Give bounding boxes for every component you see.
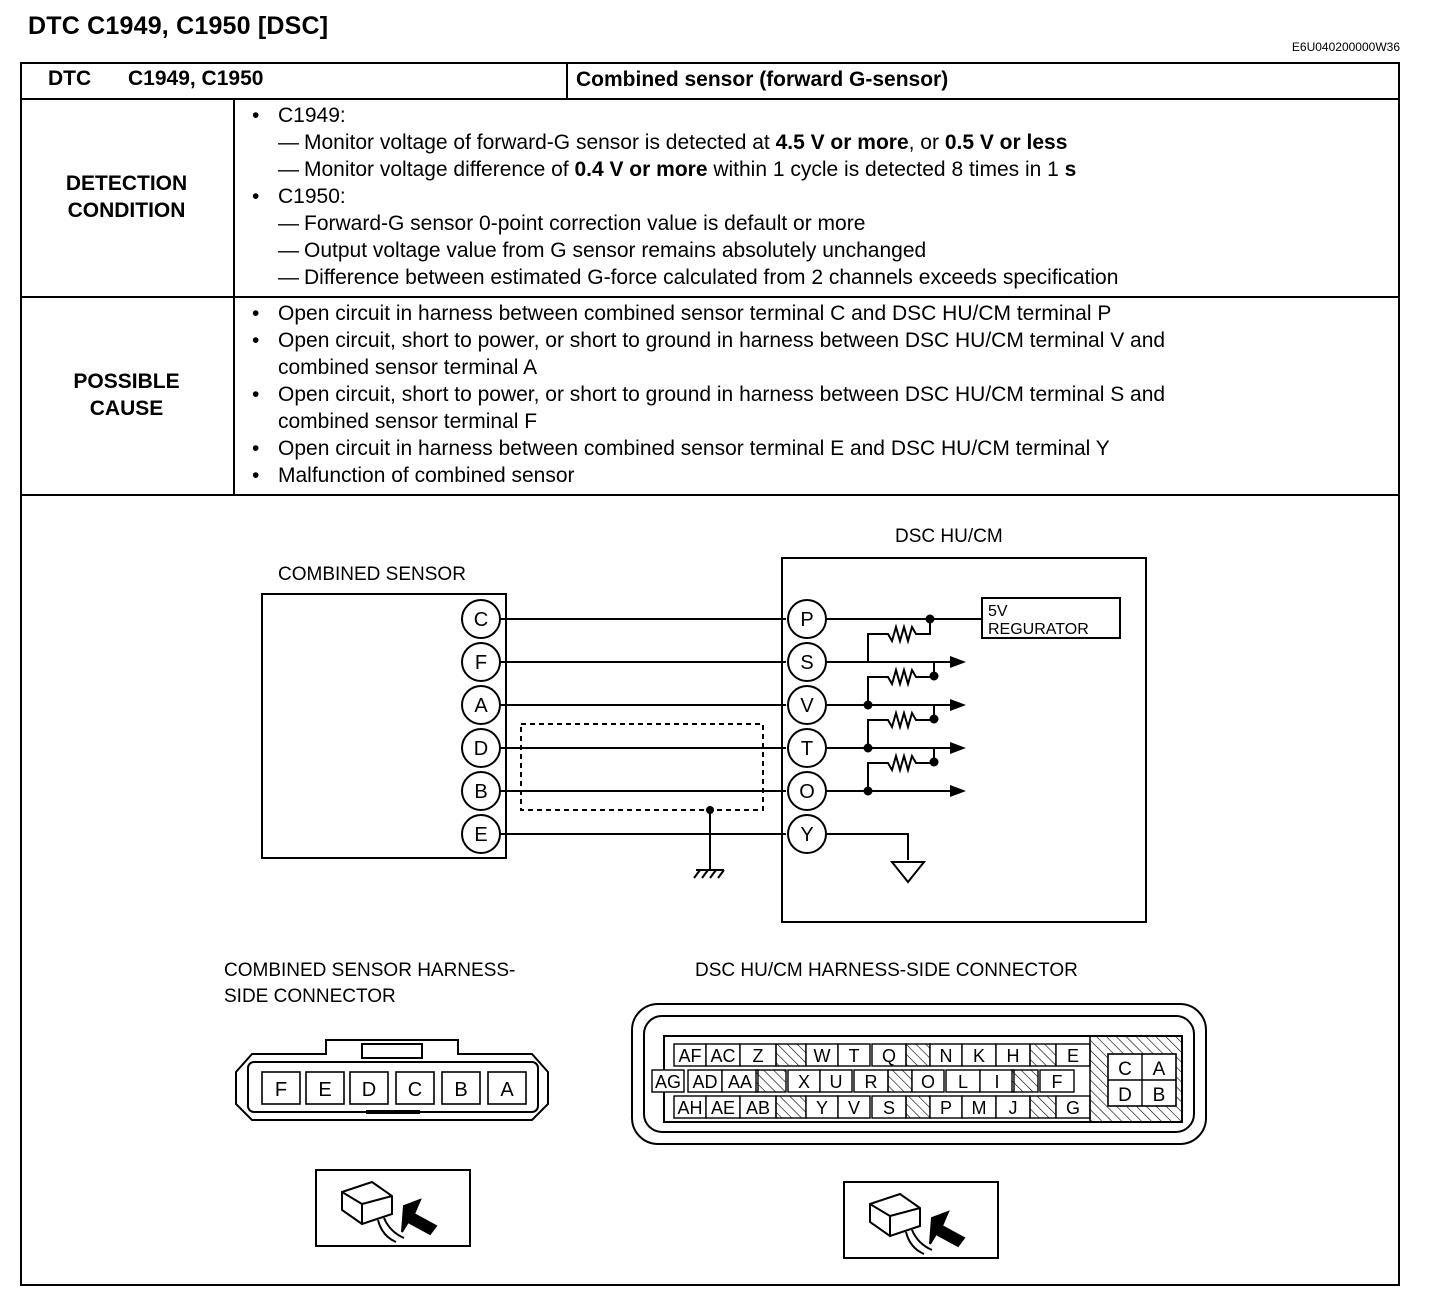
dsc-connector-pin-label: L [957, 1072, 969, 1092]
c1949-condition-1: — Monitor voltage of forward-G sensor is detected at 4.5 V or more, or 0.5 V or less [278, 131, 1068, 154]
dsc-connector-pin-label: M [971, 1098, 987, 1118]
sensor-terminal-label: B [474, 781, 488, 803]
dsc-connector-pin-label: T [848, 1046, 860, 1066]
dsc-connector-pin-label: V [847, 1098, 861, 1118]
dsc-terminal-label: Y [800, 824, 814, 846]
dsc-terminal-label: O [799, 781, 815, 803]
dsc-connector-pin-label: U [829, 1072, 843, 1092]
dsc-terminal-label: V [800, 695, 814, 717]
dsc-terminal-label: T [800, 738, 814, 760]
possible-cause-label: POSSIBLE CAUSE [73, 370, 180, 420]
combined-sensor-label: COMBINED SENSOR [278, 564, 466, 585]
dsc-connector-pin-label: AA [727, 1072, 753, 1092]
sensor-terminal-label: C [473, 609, 489, 631]
cause-item: • Open circuit in harness between combined sensor terminal C and DSC HU/CM terminal P [252, 302, 1112, 325]
dsc-connector-pin-label: G [1065, 1098, 1081, 1118]
c1950-condition-3: — Difference between estimated G-force calculated from 2 channels exceeds specification [278, 266, 1119, 289]
dsc-connector-blank-cavity [1030, 1044, 1056, 1066]
dtc-codes: C1949, C1950 [128, 67, 264, 90]
dsc-connector-pin-label: AD [692, 1072, 718, 1092]
shield-junction [706, 806, 714, 814]
combined-connector-pin-label: C [407, 1079, 423, 1101]
combined-connector-pin-label: B [454, 1079, 468, 1101]
dsc-connector-pin-label: Q [881, 1046, 897, 1066]
cause-item: • Malfunction of combined sensor [252, 464, 575, 487]
sensor-terminal [462, 600, 500, 853]
dsc-connector-blank-cavity [906, 1044, 930, 1066]
dsc-connector-blank-cavity [776, 1096, 806, 1118]
page-title: DTC C1949, C1950 [DSC] [28, 12, 329, 40]
combined-connector-title-line2: SIDE CONNECTOR [224, 986, 396, 1007]
dsc-connector-pin-label: P [939, 1098, 953, 1118]
cause-item: • Open circuit, short to power, or short to ground in harness between DSC HU/CM terminal V and [252, 329, 1166, 352]
dsc-connector-pin-label: AG [654, 1072, 682, 1092]
combined-connector-pin-label: E [318, 1079, 332, 1101]
detection-condition-label: DETECTION CONDITION [65, 172, 188, 222]
dsc-connector-pin-label: S [882, 1098, 896, 1118]
dsc-connector-pin-label: X [797, 1072, 811, 1092]
dsc-connector-pin-label: F [1051, 1072, 1063, 1092]
c1950-condition-2: — Output voltage value from G sensor remains absolutely unchanged [278, 239, 927, 262]
sensor-terminal-label: F [474, 652, 488, 674]
sensor-terminal-label: E [474, 824, 488, 846]
dsc-connector-pin-label: H [1006, 1046, 1020, 1066]
combined-connector-pins [262, 1072, 526, 1104]
sensor-terminal-label: D [473, 738, 489, 760]
chassis-ground-icon [694, 870, 724, 878]
combined-connector-pin-label: F [274, 1079, 288, 1101]
dsc-connector-title: DSC HU/CM HARNESS-SIDE CONNECTOR [695, 960, 1078, 981]
dsc-connector-blank-cavity [776, 1044, 806, 1066]
c1949-item: • C1949: [252, 104, 346, 127]
c1949-condition-2: — Monitor voltage difference of 0.4 V or more within 1 cycle is detected 8 times in 1 s [278, 158, 1077, 181]
dtc-label: DTC [48, 67, 92, 90]
dsc-connector-pin-label: AH [677, 1098, 703, 1118]
regulator-label-line1: 5V [988, 603, 1008, 620]
cause-item-continued: combined sensor terminal A [278, 356, 538, 379]
connector-view-icon [342, 1182, 436, 1242]
regulator-label-line2: REGURATOR [988, 621, 1089, 638]
dsc-connector-blank-cavity [756, 1070, 786, 1092]
dsc-hucm-label: DSC HU/CM [895, 526, 1003, 547]
dsc-terminal-label: S [800, 652, 814, 674]
dsc-side-pin-label: A [1152, 1059, 1166, 1080]
dsc-connector-blank-cavity [888, 1070, 912, 1092]
cause-item: • Open circuit, short to power, or short to ground in harness between DSC HU/CM terminal S and [252, 383, 1166, 406]
dtc-description: Combined sensor (forward G-sensor) [576, 68, 949, 91]
c1950-item: • C1950: [252, 185, 346, 208]
signal-ground-icon [892, 862, 924, 882]
dsc-connector-pin-label: Y [815, 1098, 829, 1118]
dsc-connector-pin-label: W [813, 1046, 831, 1066]
dsc-connector-pin-label: J [1008, 1098, 1018, 1118]
dsc-connector-pin-label: I [994, 1072, 1000, 1092]
dsc-terminal [788, 600, 826, 853]
combined-connector-pin-label: D [361, 1079, 377, 1101]
combined-connector-title-line1: COMBINED SENSOR HARNESS- [224, 960, 516, 981]
shield-outline [521, 724, 763, 810]
connector-view-icon [870, 1194, 964, 1254]
dsc-signal-arrows [950, 656, 966, 797]
document-code: E6U040200000W36 [1291, 40, 1400, 54]
dsc-connector-pin-label: E [1066, 1046, 1080, 1066]
combined-connector-pin-label: A [500, 1079, 514, 1101]
dsc-connector-pin-label: AB [745, 1098, 771, 1118]
dsc-connector-blank-cavity [906, 1096, 930, 1118]
cause-item-continued: combined sensor terminal F [278, 410, 538, 433]
dsc-connector-blank-cavity [1012, 1070, 1038, 1092]
dsc-internal-circuit [826, 619, 982, 860]
dsc-connector-pin-label: Z [752, 1046, 764, 1066]
dsc-connector-pin-label: R [864, 1072, 878, 1092]
harness-wires [500, 619, 786, 834]
sensor-terminal-label: A [474, 695, 488, 717]
dsc-side-pin-label: B [1152, 1085, 1166, 1106]
dsc-connector-pin-label: AF [678, 1046, 702, 1066]
dsc-connector-pin-label: O [920, 1072, 936, 1092]
dsc-connector-pin-label: K [972, 1046, 986, 1066]
cause-item: • Open circuit in harness between combined sensor terminal E and DSC HU/CM terminal Y [252, 437, 1110, 460]
dsc-connector-pin-label: AE [710, 1098, 736, 1118]
dsc-terminal-label: P [800, 609, 814, 631]
dsc-side-pin-label: C [1118, 1059, 1132, 1080]
dsc-connector-pin-label: AC [710, 1046, 736, 1066]
c1950-condition-1: — Forward-G sensor 0-point correction value is default or more [278, 212, 866, 235]
dsc-side-pin-label: D [1118, 1085, 1132, 1106]
dsc-connector-pin-label: N [939, 1046, 953, 1066]
dsc-connector-blank-cavity [1030, 1096, 1056, 1118]
